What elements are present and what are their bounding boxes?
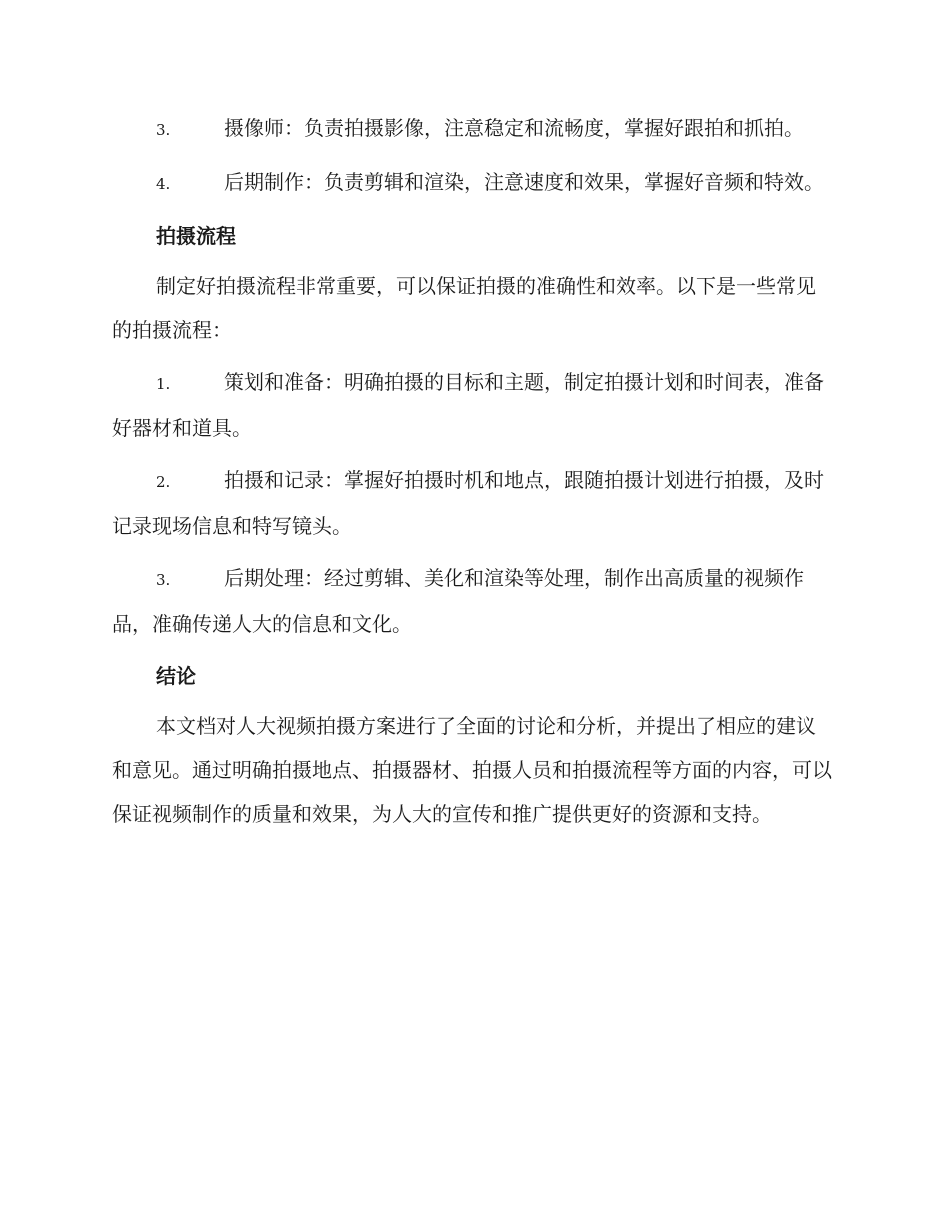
list-item — [112, 458, 834, 548]
list-item — [112, 360, 834, 450]
section-heading-process: 拍摄流程 — [156, 224, 236, 248]
list-number: 1. — [156, 375, 171, 393]
list-number: 2. — [156, 473, 171, 491]
list-number: 4. — [156, 175, 171, 193]
section-heading-conclusion: 结论 — [156, 664, 196, 688]
list-number: 3. — [156, 121, 171, 139]
list-text: 摄像师：负责拍摄影像，注意稳定和流畅度，掌握好跟拍和抓拍。 — [224, 116, 804, 140]
list-text: 拍摄和记录：掌握好拍摄时机和地点，跟随拍摄计划进行拍摄，及时记录现场信息和特写镜头。 — [112, 468, 824, 538]
list-number: 3. — [156, 571, 171, 589]
list-item — [112, 106, 834, 152]
document-body — [112, 106, 834, 844]
list-text: 后期处理：经过剪辑、美化和渲染等处理，制作出高质量的视频作品，准确传递人大的信息和文化。 — [112, 566, 804, 636]
list-text: 策划和准备：明确拍摄的目标和主题，制定拍摄计划和时间表，准备好器材和道具。 — [112, 370, 824, 440]
list-text: 后期制作：负责剪辑和渲染，注意速度和效果，掌握好音频和特效。 — [224, 170, 824, 194]
process-intro-paragraph: 制定好拍摄流程非常重要，可以保证拍摄的准确性和效率。以下是一些常见的拍摄流程： — [112, 274, 816, 342]
conclusion-paragraph: 本文档对人大视频拍摄方案进行了全面的讨论和分析，并提出了相应的建议和意见。通过明确拍摄地点、拍摄器材、拍摄人员和拍摄流程等方面的内容，可以保证视频制作的质量和效果，为人大的宣传和推广提供更好的资源和支持。 — [112, 714, 832, 826]
list-item — [112, 556, 834, 646]
list-item — [112, 160, 834, 206]
